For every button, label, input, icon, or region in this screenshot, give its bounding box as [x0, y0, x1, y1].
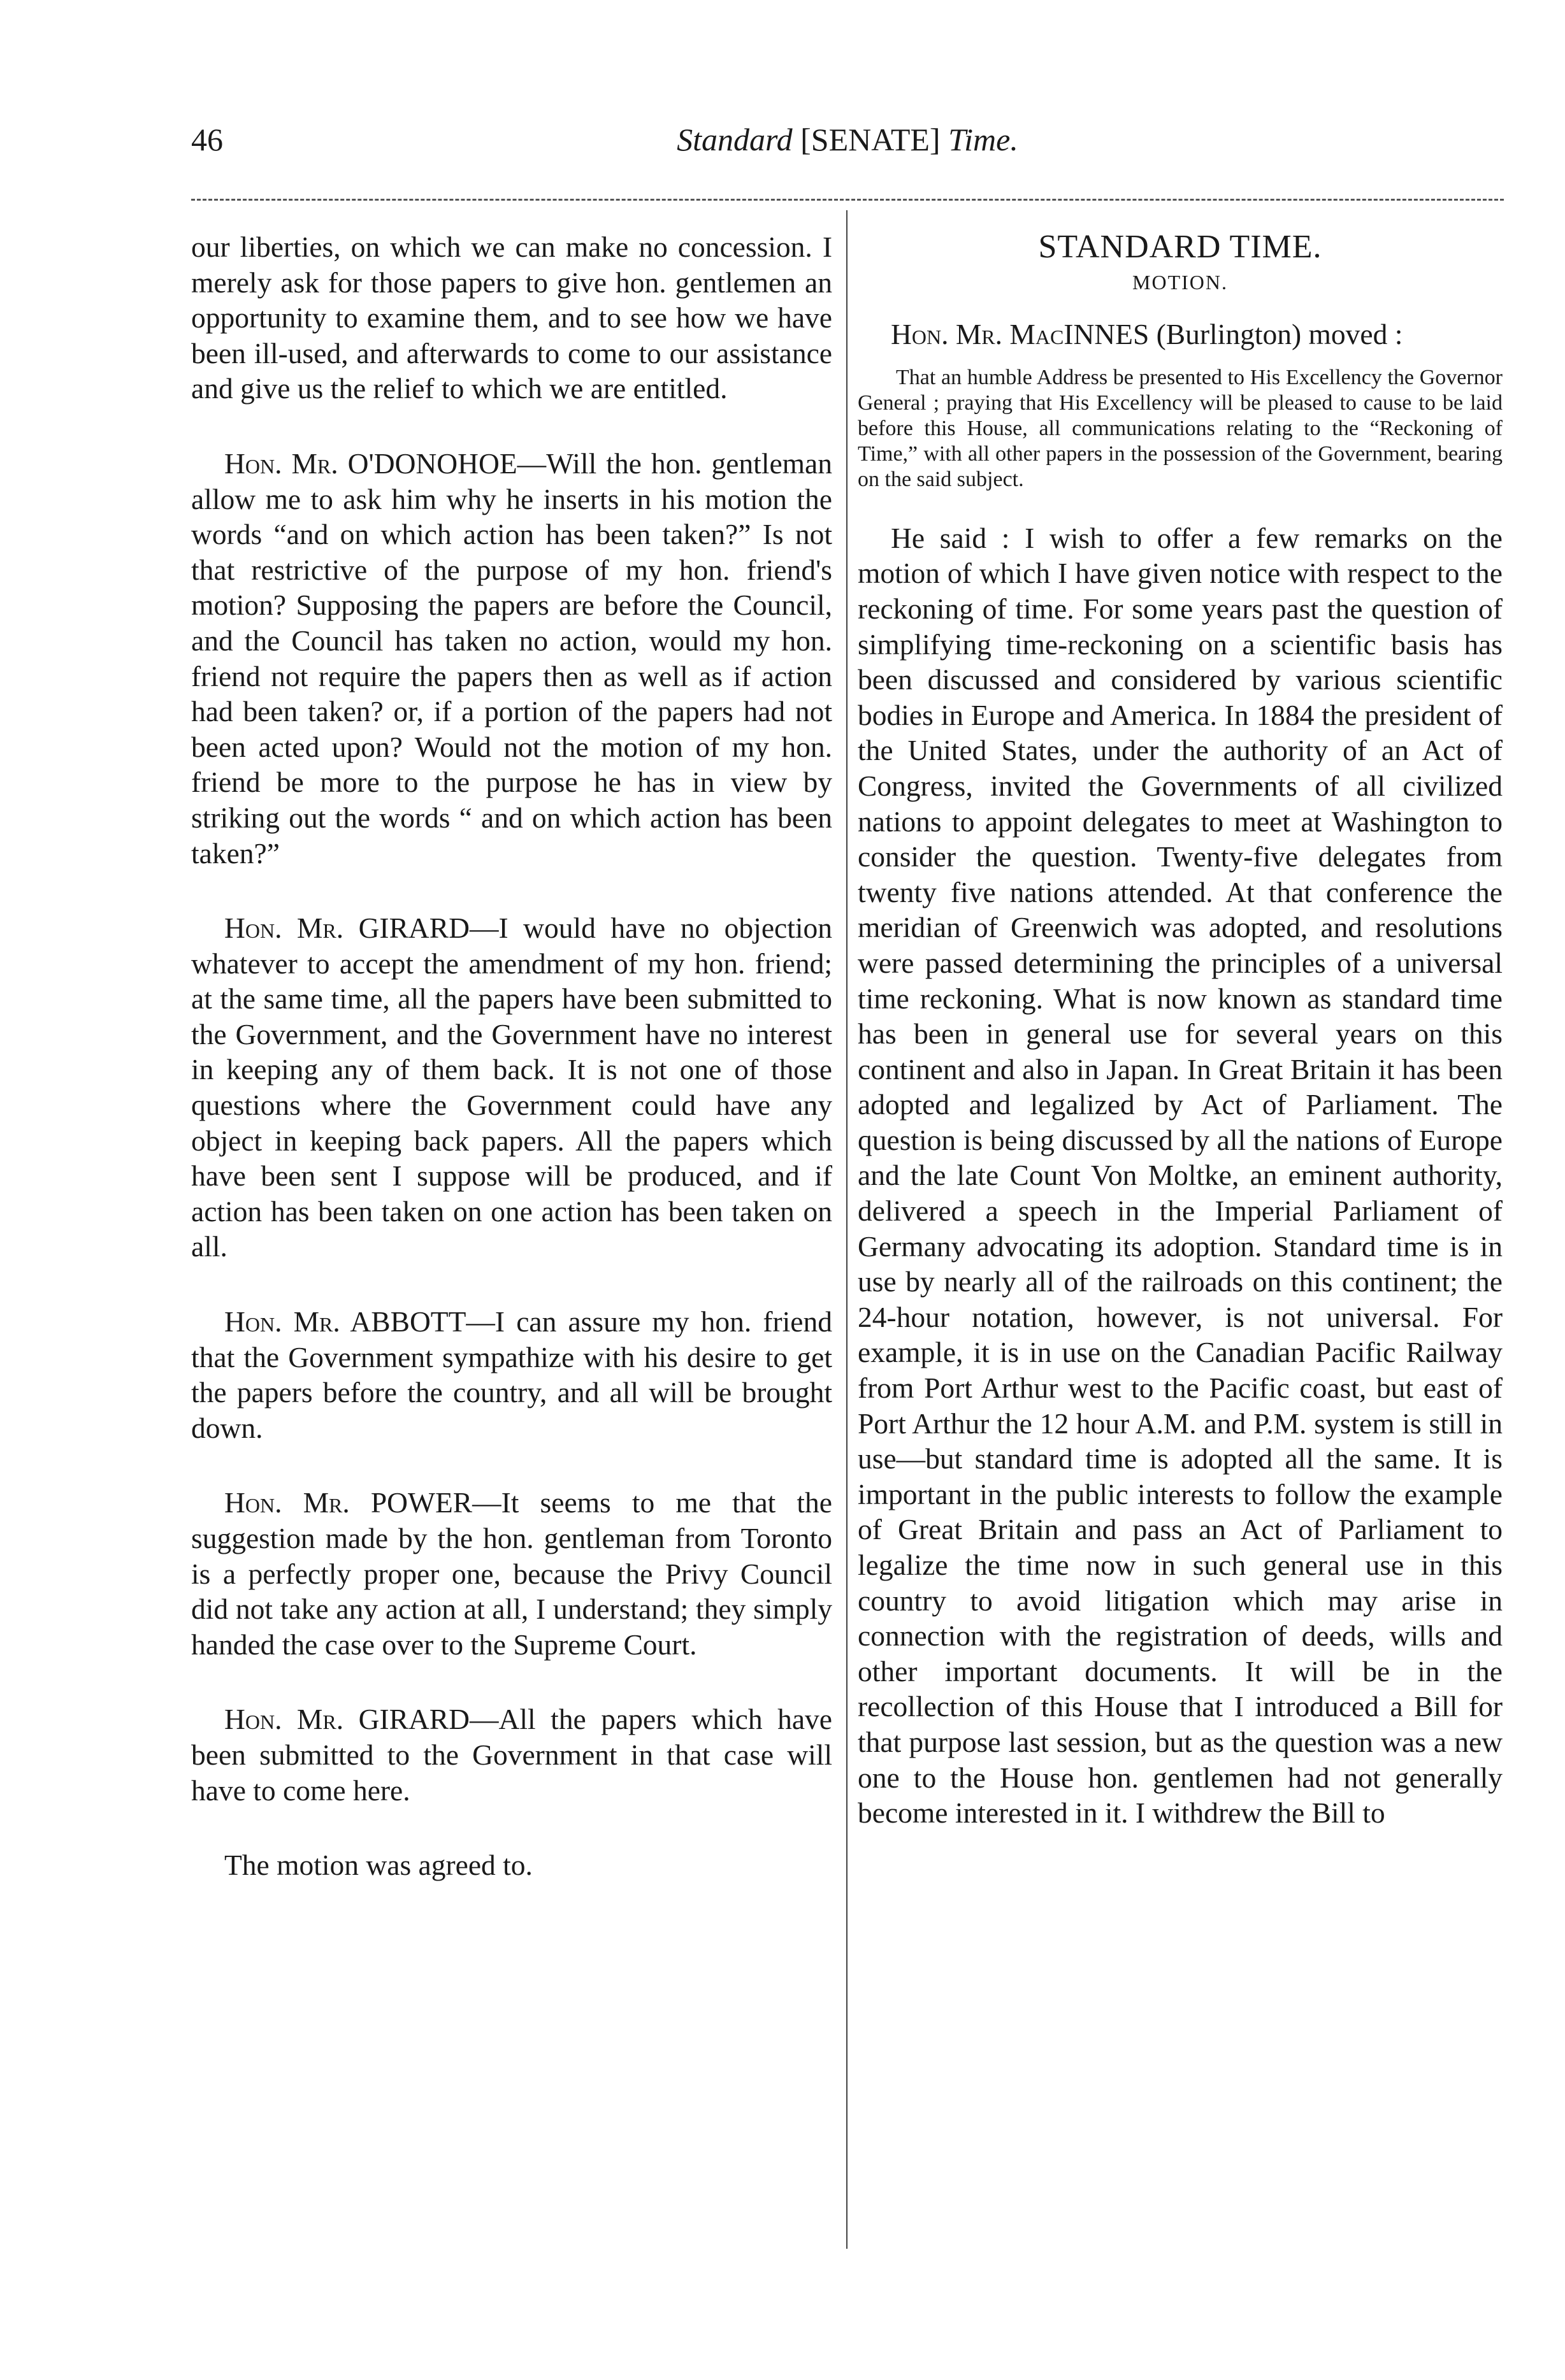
- page-number: 46: [191, 122, 223, 157]
- speaker-name: Hon. Mr. ABBOTT: [224, 1305, 466, 1338]
- running-head-left: Standard: [677, 122, 793, 157]
- speech-macinnes: He said : I wish to offer a few remarks on the motion of which I have given notice with respect to the reckoning of time. For some years past the question of simplifying time-reckoning on a scientific basis has been discussed and considered by various scientific bodies in Europe and America. In 1884 the president of the United States, under the authority of an Act of Congress, invited the Governments of all civilized nations to appoint delegates to meet at Washington to consider the question. Twenty-five delegates from twenty five nations attended. At that conference the meridian of Greenwich was adopted, and resolutions were passed determining the principles of a universal time reckoning. What is now known as standard time has been in general use for several years on this continent and also in Japan. In Great Britain it has been adopted and legalized by Act of Parliament. The question is being discussed by all the nations of Europe and the late Count Von Moltke, an eminent authority, delivered a speech in the Imperial Parliament of Germany advocating its adoption. Standard time is in use by nearly all of the railroads on this continent; the 24-hour notation, however, is not universal. For example, it is in use on the Canadian Pacific Railway from Port Arthur west to the Pacific coast, but east of Port Arthur the 12 hour A.M. and P.M. system is still in use—but standard time is adopted all the same. It is important in the public interests to follow the example of Great Britain and pass an Act of Parliament to legalize the time now in such general use in this country to avoid litigation which may arise in connection with the registration of deeds, wills and other important documents. It will be in the recollection of this House that I introduced a Bill for that purpose last session, but as the question was a new one to the House hon. gentlemen had not generally become interested in it. I withdrew the Bill to: [858, 521, 1503, 1830]
- speaker-name: Hon. Mr. MacINNES: [891, 318, 1150, 351]
- speech-text: —I would have no objection whatever to accept the amendment of my hon. friend; at the same time, all the papers have been submitted to the Government, and the Government have no interest in keeping any of them back. It is not one of those questions where the Government could have any object in keeping back papers. All the papers which have been sent I suppose will be produced, and if action has been taken on one action has been taken on all.: [191, 912, 832, 1263]
- speech-odonohoe: [191, 446, 832, 871]
- speaker-name: Hon. Mr. GIRARD: [224, 1703, 470, 1736]
- section-title: STANDARD TIME.: [1038, 229, 1322, 265]
- running-head-right: Time.: [948, 122, 1018, 157]
- motion-agreed: The motion was agreed to.: [224, 1849, 533, 1882]
- page-header: [191, 121, 1504, 172]
- running-head-middle: [SENATE]: [792, 122, 949, 157]
- right-column: [858, 229, 1503, 1831]
- left-column: [191, 229, 832, 1883]
- speech-text: —It seems to me that the suggestion made by the hon. gentleman from Toronto is a perfectly proper one, because the Privy Council did not take any action at all, I understand; they simply handed the case over to the Supreme Court.: [191, 1486, 832, 1661]
- running-head: [191, 121, 1504, 158]
- header-rule: [191, 199, 1504, 201]
- speech-abbott: [191, 1304, 832, 1445]
- speech-girard-2: [191, 1702, 832, 1808]
- speech-text: —All the papers which have been submitted to the Government in that case will have to come here.: [191, 1703, 832, 1807]
- motion-text: That an humble Address be presented to His Excellency the Governor General ; praying that His Excellency will be pleased to cause to be laid before this House, all communications relating to the “Reckoning of Time,” with all other papers in the possession of the Government, bearing on the said subject.: [858, 365, 1503, 491]
- speech-text: —Will the hon. gentleman allow me to ask him why he inserts in his motion the words “and on which action has been taken?” Is not that restrictive of the purpose of my hon. friend's motion? Supposing the papers are before the Council, and the Council has taken no action, would my hon. friend not require the papers then as well as if action had been taken? or, if a portion of the papers had not been acted upon? Would not the motion of my hon. friend be more to the purpose he has in view by striking out the words “ and on which action has been taken?”: [191, 447, 832, 870]
- speaker-name: Hon. Mr. O'DONOHOE: [224, 447, 517, 480]
- motion-mover: [858, 317, 1503, 352]
- mover-text: (Burlington) moved :: [1149, 318, 1403, 351]
- paragraph-continuation: our liberties, on which we can make no concession. I merely ask for those papers to give hon. gentlemen an opportunity to examine them, and to see how we have been ill-used, and afterwards to come to our assistance and give us the relief to which we are entitled.: [191, 231, 832, 405]
- speaker-name: Hon. Mr. GIRARD: [224, 912, 470, 945]
- section-subtitle: MOTION.: [1132, 270, 1228, 294]
- speech-text: —I can assure my hon. friend that the Government sympathize with his desire to get the papers before the country, and all will be brought down.: [191, 1305, 833, 1444]
- speaker-name: Hon. Mr. POWER: [224, 1486, 473, 1519]
- column-divider: [846, 210, 847, 2249]
- speech-power: [191, 1485, 832, 1662]
- speech-girard-1: [191, 910, 832, 1265]
